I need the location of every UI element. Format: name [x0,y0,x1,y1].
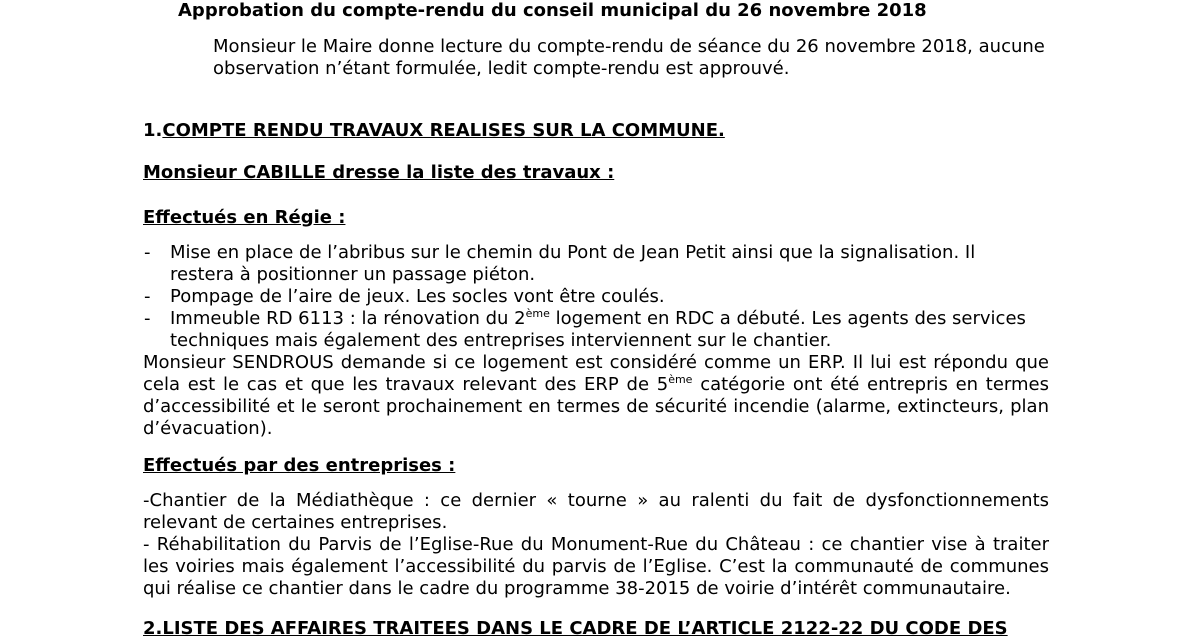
sendrous-line-1: Monsieur SENDROUS demande si ce logement est considéré comme un ERP. Il lui est répondu que [143,352,1049,373]
section-1-title-text: COMPTE RENDU TRAVAUX REALISES SUR LA COMMUNE. [162,120,725,141]
parvis-line-2: les voiries mais également l’accessibilité du parvis de l’Eglise. C’est la communauté de communes [143,556,1049,577]
bullet-3-line-2: techniques mais également des entreprises interviennent sur le chantier. [170,330,832,351]
bullet-marker: - [144,308,151,329]
parvis-line-3: qui réalise ce chantier dans le cadre du programme 38-2015 de voirie d’intérêt communautaire. [143,578,1011,599]
bullet-marker: - [144,242,151,263]
bullet-marker: - [144,286,151,307]
entreprises-heading: Effectués par des entreprises : [143,455,456,476]
bullet-3-line-1 [170,308,1026,330]
sendrous-line-4: d’évacuation). [143,418,273,439]
approval-text-line-1: Monsieur le Maire donne lecture du compte-rendu de séance du 26 novembre 2018, aucune [213,36,1045,57]
bullet-1-line-2: restera à positionner un passage piéton. [170,264,536,285]
sendrous-line-2 [143,374,1049,396]
section-1-number: 1. [143,120,163,141]
works-intro: Monsieur CABILLE dresse la liste des travaux : [143,162,615,183]
approval-text-line-2: observation n’étant formulée, ledit compte-rendu est approuvé. [213,58,790,79]
bullet-1-line-1: Mise en place de l’abribus sur le chemin du Pont de Jean Petit ainsi que la signalisation. Il [170,242,976,263]
sendrous-line-3: d’accessibilité et le seront prochainement en termes de sécurité incendie (alarme, extincteurs, plan [143,396,1049,417]
bullet-2: Pompage de l’aire de jeux. Les socles vont être coulés. [170,286,665,307]
sendrous-text-a: cela est le cas et que les travaux relevant des ERP de 5 [143,374,669,395]
bullet-3-text-b: logement en RDC a débuté. Les agents des services [549,308,1026,329]
superscript: ème [525,307,550,320]
parvis-line-1: - Réhabilitation du Parvis de l’Eglise-Rue du Monument-Rue du Château : ce chantier vise à traiter [143,534,1049,555]
section-2-title: 2.LISTE DES AFFAIRES TRAITEES DANS LE CADRE DE L’ARTICLE 2122-22 DU CODE DES [143,618,1008,639]
superscript: ème [668,373,693,386]
mediatheque-line-2: relevant de certaines entreprises. [143,512,448,533]
regie-heading: Effectués en Régie : [143,207,346,228]
approval-heading: Approbation du compte-rendu du conseil municipal du 26 novembre 2018 [178,0,927,21]
bullet-3-text-a: Immeuble RD 6113 : la rénovation du 2 [170,308,526,329]
sendrous-text-b: catégorie ont été entrepris en termes [692,374,1049,395]
section-1-title [143,120,725,142]
mediatheque-line-1: -Chantier de la Médiathèque : ce dernier « tourne » au ralenti du fait de dysfonctionnements [143,490,1049,511]
